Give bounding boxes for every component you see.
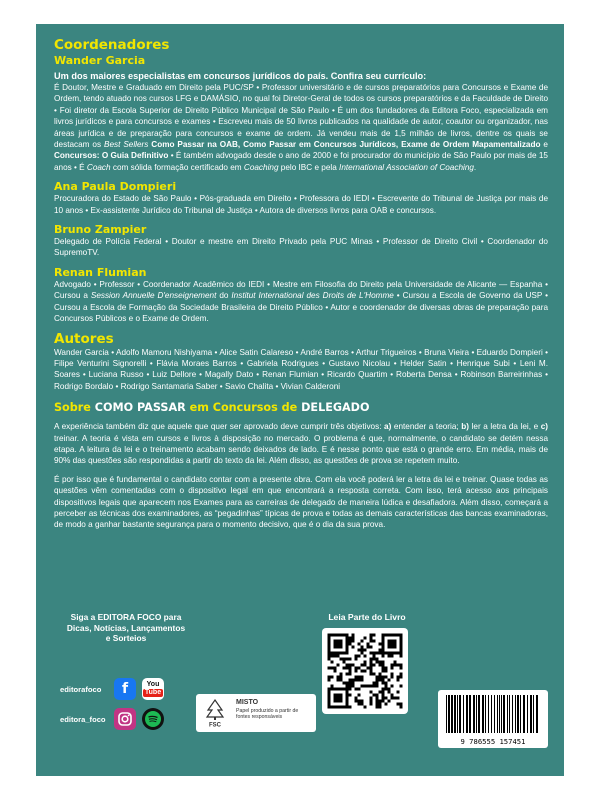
sobre-paragraph-1: A experiência também diz que aquele que quer ser aprovado deve cumprir três objetivos: a) entender a teoria; b) ler a letra da lei, e c) treinar. A teoria é vista em cursos e livros à disposição no mercado. O problema é que, normalmente, o candidato se detém nessa etapa. A leitura da lei e o treinamento acabam sendo deixados de lado. E é nesse ponto que está o grande erro. Em média, mais de 90% das questões são respondidas a partir do texto da lei. Além disso, as questões de prova se repetem muito. [54,422,548,466]
wander-bio: É Doutor, Mestre e Graduado em Direito pela PUC/SP • Professor universitário e de cursos preparatórios para Concursos e Exame de Ordem, tendo atuado nos cursos LFG e DAMÁSIO, no qual foi Diretor-Geral de todos os cursos preparatórios e da Faculdade de Direito • Foi diretor da Escola Superior de Direito Público Municipal de São Paulo • É um dos fundadores da Editora Foco, especializada em livros jurídicos e para concursos e exames • Escreveu mais de 50 livros publicados na qualidade de autor, coautor ou organizador, nas áreas jurídica e de preparação para concursos e exame de ordem. Já vendeu mais de 1,5 milhão de livros, dentre os quais se destacam os Best Sellers Como Passar na OAB, Como Passar em Concursos Jurídicos, Exame de Ordem Mapamentalizado e Concursos: O Guia Definitivo • É também advogado desde o ano de 2000 e foi procurador do município de São Paulo por mais de 15 anos • É Coach com sólida formação certificado em Coaching pelo IBC e pela International Association of Coaching. [54,83,548,172]
renan-bio: Advogado • Professor • Coordenador Acadêmico do IEDI • Mestre em Filosofia do Direito pela Universidade de Alicante — Espanha • Cursou a Session Annuelle D'enseignement do Institut International des Droits de L'Homme • Cursou a Escola de Governo da USP • Cursou a Escola de Formação da Sociedade Brasileira de Direito Público • Autor e coordenador de diversas obras de preparação para Concursos Públicos e o Exame de Ordem. [54,279,548,324]
instagram-icon[interactable] [114,708,136,730]
facebook-icon[interactable]: f [114,678,136,700]
qr-code[interactable] [322,628,408,714]
social-links [60,674,190,734]
handle-editora-foco: editora_foco [60,714,106,724]
isbn-number: 9 786555 157451 [460,737,526,746]
spotify-icon[interactable] [142,708,164,730]
bruno-name: Bruno Zampier [54,223,147,237]
wander-lead: Um dos maiores especialistas em concursos jurídicos do país. Confira seu currículo: [54,71,427,81]
isbn-barcode [438,690,548,748]
fsc-seal [196,694,316,732]
renan-name: Renan Flumian [54,265,147,279]
sobre-paragraph-2: É por isso que é fundamental o candidato contar com a presente obra. Com ela você poderá ler a letra da lei e treinar. Quase todas as questões vêm comentadas com o dispositivo legal em que encontrará a resposta correta. Com isso, terá acesso aos principais dispositivos legais que aparecem nos Exames para as carreiras de delegado de maneira lúdica e desafiadora. Além disso, começará a perceber as técnicas dos examinadores, as “pegadinhas” típicas de prova e todas as demais características das bancas examinadoras, de modo a ganhar bastante segurança para o momento decisivo, que é o dia da sua prova. [54,474,548,530]
youtube-icon[interactable]: You Tube [142,678,164,700]
handle-editorafoco: editorafoco [60,684,102,694]
follow-text: Siga a EDITORA FOCO para Dicas, Notícias, Lançamentos e Sorteios [66,612,186,643]
autores-heading: Autores [54,330,114,347]
fsc-logo-text: FSC [209,722,221,728]
footer [36,606,564,776]
fsc-text: Papel produzido a partir de fontes responsáveis [236,708,299,720]
autores-list: Wander Garcia • Adolfo Mamoru Nishiyama • Alice Satin Calareso • André Barros • Arthur Trigueiros • Bruna Vieira • Eduardo Dompieri • Filipe Venturini Signorelli • Flávia Moraes Barros • Gabriela Rodrigues • Gustavo Nicolau • Helder Satin • Henrique Subi • Leni M. Soares • Luciana Russo • Luiz Dellore • Magally Dato • Renan Flumian • Ricardo Quartim • Roberta Densa • Robinson Barreirinhas • Rodrigo Bordalo • Rodrigo Santamaria Saber • Savio Chalita • Vivian Calderoni [54,347,548,391]
fsc-tree-icon [204,698,226,728]
fsc-title: MISTO [236,699,259,706]
leia-parte-label: Leia Parte do Livro [328,612,406,622]
wander-name: Wander Garcia [54,54,146,67]
ana-bio: Procuradora do Estado de São Paulo • Pós-graduada em Direito • Professora do IEDI • Escrevente do Tribunal de Justiça por mais de 10 anos • Ex-assistente Jurídico do Tribunal de Justiça • Autora de diversos livros para OAB e concursos. [54,194,548,215]
sobre-heading: Sobre COMO PASSAR em Concursos de DELEGADO [54,401,370,415]
coordenadores-heading: Coordenadores [54,37,170,53]
ana-name: Ana Paula Dompieri [54,180,177,194]
bruno-bio: Delegado de Polícia Federal • Doutor e mestre em Direito Privado pela PUC Minas • Professor de Direito Civil • Coordenador do SupremoTV. [54,237,548,258]
back-cover [36,24,564,776]
